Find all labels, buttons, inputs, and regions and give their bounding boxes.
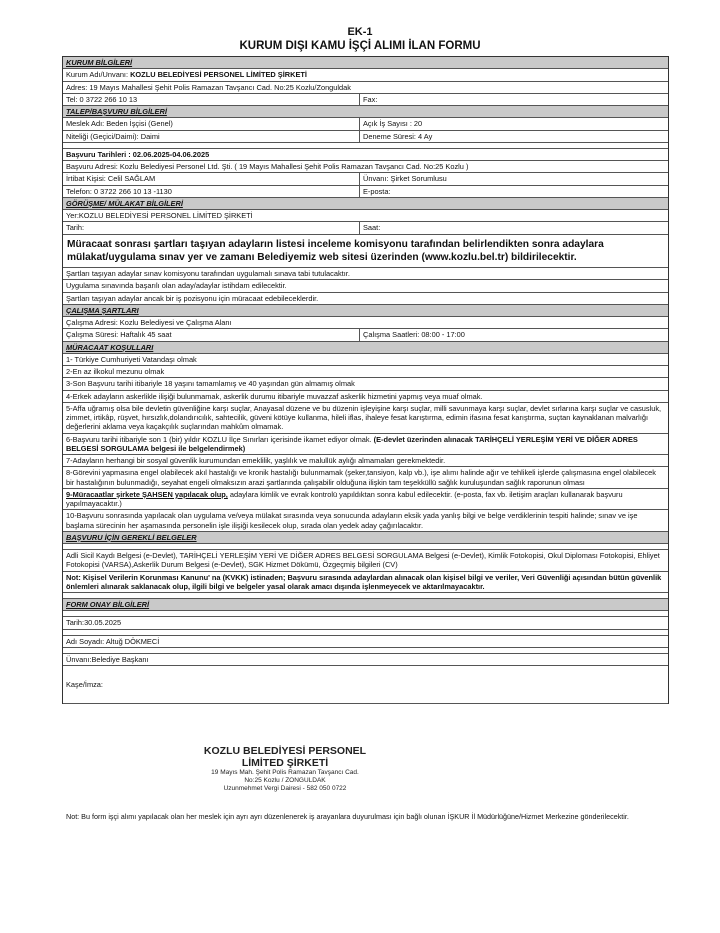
gorusme-zaman-row — [63, 222, 668, 234]
talep-row-1 — [63, 118, 668, 130]
stamp-name-2: LİMİTED ŞİRKETİ — [241, 756, 329, 769]
talep-row-2 — [63, 131, 668, 143]
stamp-line-3: Uzunmehmet Vergi Dairesi - 582 050 0722 — [223, 784, 347, 792]
kurum-fax: Fax: — [363, 94, 378, 104]
onay-unvan: Ünvanı:Belediye Başkanı — [63, 654, 668, 666]
telefon: Telefon: 0 3722 266 10 13 -1130 — [63, 186, 360, 197]
form-title: KURUM DIŞI KAMU İŞÇİ ALIMI İLAN FORMU — [239, 40, 481, 52]
deneme-suresi: Deneme Süresi: 4 Ay — [363, 131, 433, 141]
kosul-7: 7-Adayların herhangi bir sosyal güvenlik kurumundan emeklilik, yaşlılık ve malullük aylığı almamaları gerekmektedir. — [63, 455, 668, 467]
kosul-1: 1- Türkiye Cumhuriyeti Vatandaşı olmak — [63, 354, 668, 366]
telefon-row — [63, 186, 668, 198]
section-onay: FORM ONAY BİLGİLERİ — [63, 599, 668, 611]
kosul-9-text: adaylara kimlik ve evrak kontrolü yapıldıktan sonra kabul edilecektir. (e-posta, fax vb. iletişim araçları kullanarak başvuru yapılmayacaktır.) — [66, 489, 623, 508]
kosul-10: 10-Başvuru sonrasında yapılacak olan uygulama ve/veya mülakat sırasında veya sonucunda adayların eksik yada yanlış bilgi ve belge verdiklerinin tespiti halinde; sınav ve işe başlama sürecinin her aşamasında personelin işle ilişiği kesilecek olup, sırada olan yedek aday çağırılacaktır. — [63, 510, 668, 532]
onay-tarih: Tarih:30.05.2025 — [63, 617, 668, 629]
onay-kase: Kaşe/İmza: — [63, 666, 668, 704]
calisma-row — [63, 329, 668, 341]
section-belgeler: BAŞVURU İÇİN GEREKLİ BELGELER — [63, 532, 668, 544]
kosul-9 — [63, 489, 668, 511]
stamp-line-2: No:25 Kozlu / ZONGULDAK — [244, 776, 326, 784]
annex-label: EK-1 — [347, 26, 373, 38]
section-kurum: KURUM BİLGİLERİ — [63, 57, 668, 69]
kosul-4: 4-Erkek adayların askerlikle ilişiği bulunmamak, askerlik durumu itibariyle muvazzaf askerlik hizmetini yapmış veya muaf olmak. — [63, 391, 668, 403]
kurum-name-label: Kurum Adı/Unvanı: — [66, 70, 131, 80]
kosul-6-text: 6-Başvuru tarihi itibariyle son 1 (bir) yıldır KOZLU İlçe Sınırları içerisinde ikamet ediyor olmak. — [66, 434, 372, 444]
section-muracaat: MÜRACAAT KOŞULLARI — [63, 342, 668, 354]
kosul-6 — [63, 434, 668, 456]
calisma-adresi: Çalışma Adresi: Kozlu Belediyesi ve Çalışma Alanı — [63, 317, 668, 329]
gorusme-saat: Saat: — [363, 223, 381, 233]
footnote: Not: Bu form işçi alımı yapılacak olan her meslek için ayrı ayrı düzenlenerek iş arayanlara duyurulması için bağlı olunan İŞKUR İl Müdürlüğüne/Hizmet Merkezine gönderilecektir. — [66, 812, 629, 821]
calisma-suresi: Çalışma Süresi: Haftalık 45 saat — [63, 329, 360, 340]
kurum-tel: Tel: 0 3722 266 10 13 — [63, 94, 360, 105]
calisma-saatleri: Çalışma Saatleri: 08:00 - 17:00 — [363, 330, 465, 340]
gorusme-line-1: Şartları taşıyan adaylar sınav komisyonu tarafından uygulamalı sınava tabi tutulacaktır. — [63, 268, 668, 280]
stamp-line-1: 19 Mayıs Mah. Şehit Polis Ramazan Tavşancı Cad. — [211, 769, 359, 777]
gorusme-line-3: Şartları taşıyan adaylar ancak bir iş pozisyonu için müracaat edebileceklerdir. — [63, 293, 668, 305]
stamp-name-1: KOZLU BELEDİYESİ PERSONEL — [203, 745, 367, 757]
niteligi: Niteliği (Geçici/Daimi): Daimi — [63, 131, 360, 142]
kosul-6-belge: (E-devlet üzerinden alınacak TARİHÇELİ YERLEŞİM YERİ VE DİĞER ADRES BELGESİ SORGULAMA belgesi ile belgelendirmek) — [66, 434, 638, 453]
kurum-address: Adres: 19 Mayıs Mahallesi Şehit Polis Ramazan Tavşancı Cad. No:25 Kozlu/Zonguldak — [63, 82, 668, 94]
basvuru-tarihleri: Başvuru Tarihleri : 02.06.2025-04.06.2025 — [63, 149, 668, 161]
kosul-2: 2-En az ilkokul mezunu olmak — [63, 366, 668, 378]
kosul-9-sahsen: 9-Müracaatlar şirkete ŞAHSEN yapılacak olup, — [66, 489, 228, 499]
company-stamp — [170, 746, 400, 792]
eposta: E-posta: — [363, 186, 391, 196]
kurum-name: KOZLU BELEDİYESİ PERSONEL LİMİTED ŞİRKETİ — [130, 70, 307, 80]
belge-listesi: Adli Sicil Kaydı Belgesi (e-Devlet), TARİHÇELİ YERLEŞİM YERİ VE DİĞER ADRES BELGESİ SORGULAMA Belgesi (e-Devlet), Kimlik Fotokopisi, Okul Diploması Fotokopisi, Ehliyet Fotokopisi (VARSA),Askerlik Durum Belgesi (e-Devlet), SGK Hizmet Dökümü, Özgeçmiş bilgileri (CV) — [63, 550, 668, 572]
form-table — [62, 56, 669, 704]
meslek-adi: Meslek Adı: Beden İşçisi (Genel) — [63, 118, 360, 129]
kosul-5: 5-Affa uğramış olsa bile devletin güvenliğine karşı suçlar, Anayasal düzene ve bu düzenin işleyişine karşı suçlar, milli savunmaya karşı suçlar, devlet sırlarına karşı suçlar ve casusluk, zimmet, irtikâp, rüşvet, hırsızlık,dolandırıcılık, sahtecilik, güveni kötüye kullanma, hileli iflas, ihaleye fesat karıştırma, edimin ifasına fesat karıştırma, suçtan kaynaklanan malvarlığı değerlerini aklama veya kaçakçılık suçlarından mahkûm olmamak. — [63, 403, 668, 434]
gorusme-notice: Müracaat sonrası şartları taşıyan adayların listesi inceleme komisyonu tarafından belirlendikten sonra adaylara mülakat/uygulama sınav yer ve zamanı Belediyemiz web sitesi üzerinden (www.kozlu.bel.tr) bildirilecektir. — [63, 235, 668, 269]
gorusme-yer: Yer:KOZLU BELEDİYESİ PERSONEL LİMİTED ŞİRKETİ — [63, 210, 668, 222]
irtibat-unvan: Ünvanı: Şirket Sorumlusu — [363, 174, 447, 184]
onay-adsoyad: Adı Soyadı: Altuğ DÖKMECİ — [63, 636, 668, 648]
acik-is-sayisi: Açık İş Sayısı : 20 — [363, 119, 423, 129]
irtibat-kisisi: İrtibat Kişisi: Celil SAĞLAM — [63, 173, 360, 184]
kosul-8: 8-Görevini yapmasına engel olabilecek akıl hastalığı ve kronik hastalığı bulunmamak (şeker,tansiyon, kalp vb.), işe alımı halinde ağır ve tehlikeli işlerde çalışmasına engel olabilecek bir hastalığının bulunmadığı, seyahat engeli olmaksızın arazi şartlarında çalışabilir olduğuna ilişkin tam teşekküllü sağlık kuruluşundan sağlık raporunun olması — [63, 467, 668, 489]
section-gorusme: GÖRÜŞME/ MÜLAKAT BİLGİLERİ — [63, 198, 668, 210]
section-calisma: ÇALIŞMA ŞARTLARI — [63, 305, 668, 317]
kvkk-notu: Not: Kişisel Verilerin Korunması Kanunu' na (KVKK) istinaden; Başvuru sırasında adaylardan alınacak olan kişisel bilgi ve veriler, Veri Güvenliği açısından bütün güvenlik önlemleri alınarak saklanacak olup, ilgili bilgi ve belgeler yasal olarak amacı dışında işlenmeyecek ve aktarılmayacaktır. — [63, 572, 668, 594]
irtibat-row — [63, 173, 668, 185]
kurum-name-row — [63, 69, 668, 81]
basvuru-adresi: Başvuru Adresi: Kozlu Belediyesi Personel Ltd. Şti. ( 19 Mayıs Mahallesi Şehit Polis Ramazan Tavşancı Cad. No:25 Kozlu ) — [63, 161, 668, 173]
kurum-contact-row — [63, 94, 668, 106]
section-talep: TALEP/BAŞVURU BİLGİLERİ — [63, 106, 668, 118]
gorusme-line-2: Uygulama sınavında başarılı olan aday/adaylar istihdam edilecektir. — [63, 280, 668, 292]
gorusme-tarih: Tarih: — [63, 222, 360, 233]
kosul-3: 3-Son Başvuru tarihi itibariyle 18 yaşını tamamlamış ve 40 yaşından gün almamış olmak — [63, 378, 668, 390]
